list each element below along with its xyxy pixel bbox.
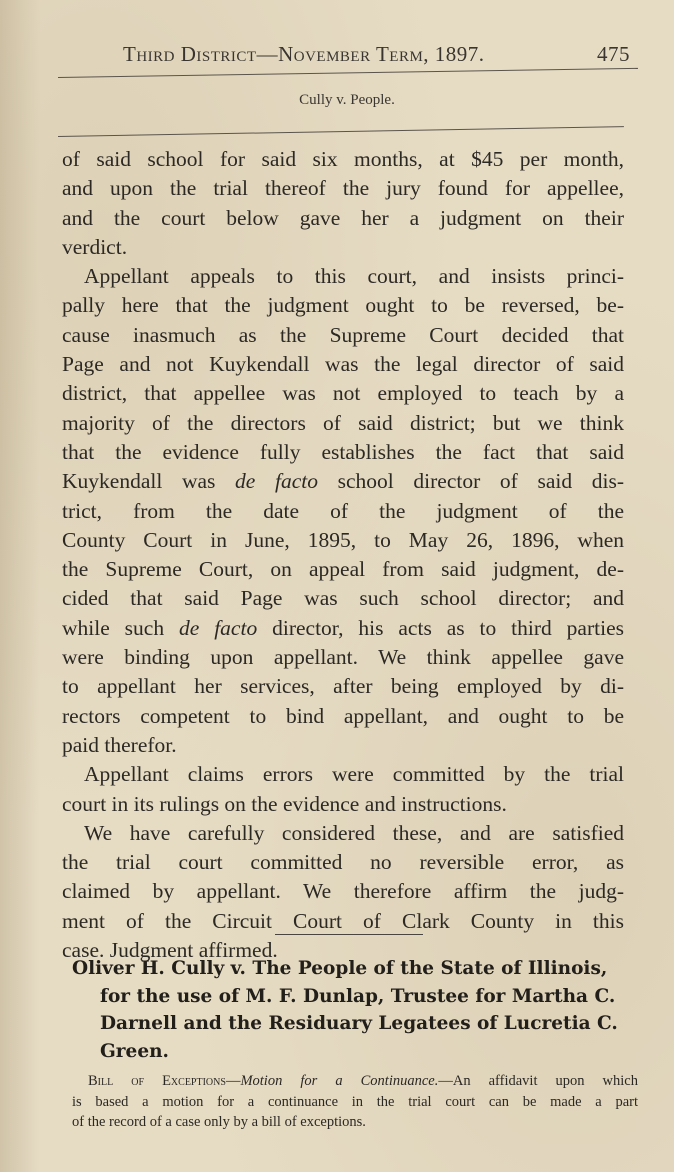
text-line: that the evidence fully establishes the fact that said [62, 439, 624, 464]
text-line: We have carefully considered these, and are satisfied [84, 820, 624, 845]
text-line: Appellant claims errors were committed by the trial [84, 762, 624, 787]
text-line: and the court below gave her a judgment on their [62, 205, 624, 230]
text-line: majority of the directors of said district; but we think [62, 410, 624, 435]
text-line: and upon the trial thereof the jury found for appellee, [62, 176, 624, 201]
section-separator [275, 934, 423, 935]
text-line: cause inasmuch as the Supreme Court decided that [62, 322, 624, 347]
text-line: case. Judgment affirmed. [62, 938, 278, 963]
text-line: of said school for said six months, at $45 per month, [62, 147, 624, 171]
italic-term: de facto [235, 469, 318, 494]
opinion-text [62, 145, 624, 965]
text-line: trict, from the date of the judgment of the [62, 498, 624, 523]
case-title-syllabus [72, 955, 638, 1065]
headnote-topic: Bill of Exceptions [88, 1073, 226, 1089]
text-segment: director, his acts as to third parties [257, 615, 624, 640]
text-line [62, 467, 624, 496]
headnote-line: Bill of Exceptions—Motion for a Continuance.—An affidavit upon which [88, 1073, 638, 1089]
text-line: ment of the Circuit Court of Clark County in this [62, 908, 624, 933]
syllabus-line: for the use of M. F. Dunlap, Trustee for Martha C. [100, 985, 616, 1007]
case-name-header: Cully v. People. [299, 92, 395, 108]
syllabus-line: Darnell and the Residuary Legatees of Lucretia C. [100, 1013, 618, 1034]
syllabus-line: Green. [100, 1040, 169, 1062]
text-line: verdict. [62, 234, 128, 259]
headnote [72, 1071, 638, 1133]
text-line [62, 614, 624, 643]
text-segment: Kuykendall was [62, 469, 236, 494]
text-line: Page and not Kuykendall was the legal director of said [62, 352, 624, 377]
text-line: court in its rulings on the evidence and instructions. [62, 791, 507, 816]
text-line: rectors competent to bind appellant, and ought to be [62, 703, 624, 728]
headnote-subtopic: Motion for a Continuance. [240, 1073, 439, 1089]
text-line: pally here that the judgment ought to be reversed, be- [62, 293, 624, 318]
syllabus-line: Oliver H. Cully v. The People of the State of Illinois, [72, 958, 608, 979]
text-line: cided that said Page was such school director; and [62, 586, 624, 611]
page-number: 475 [597, 42, 630, 66]
text-line: were binding upon appellant. We think appellee gave [62, 645, 624, 670]
text-line: to appellant her services, after being employed by di- [62, 674, 624, 699]
text-line: the Supreme Court, on appeal from said judgment, de- [62, 557, 624, 582]
text-segment: school director of said dis- [317, 469, 624, 494]
headnote-text-start: —An affidavit upon which [438, 1073, 638, 1089]
header-rule [58, 68, 638, 78]
text-line: paid therefor. [62, 732, 177, 757]
text-segment: while such [62, 615, 179, 640]
headnote-line: is based a motion for a continuance in the trial court can be made a part [72, 1093, 638, 1110]
text-line: County Court in June, 1895, to May 26, 1896, when [62, 527, 624, 552]
case-name-rule [58, 126, 624, 137]
headnote-line: of the record of a case only by a bill of exceptions. [72, 1114, 366, 1130]
running-title: Third District—November Term, 1897. [123, 42, 485, 66]
text-line: claimed by appellant. We therefore affirm the judg- [62, 879, 624, 904]
italic-term: de facto [179, 615, 258, 640]
text-line: district, that appellee was not employed to teach by a [62, 381, 624, 406]
text-line: the trial court committed no reversible error, as [62, 850, 624, 875]
text-line: Appellant appeals to this court, and insists princi- [84, 264, 624, 289]
